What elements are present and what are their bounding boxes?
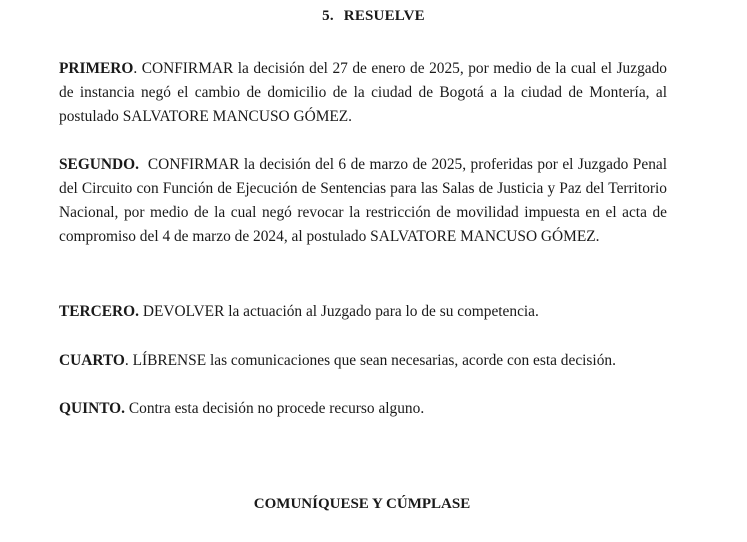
resolution-segundo	[59, 153, 667, 249]
resolution-text: CONFIRMAR la decisión del 6 de marzo de 2025, proferidas por el Juzgado Penal del Circuito con Función de Ejecución de Sentencias para las Salas de Justicia y Paz del Territorio Nacional, por medio de la cual negó revocar la restricción de movilidad impuesta en el acta de compromiso del 4 de marzo de 2024, al postulado SALVATORE MANCUSO GÓMEZ.	[59, 156, 667, 245]
resolution-separator	[139, 156, 148, 173]
resolution-text: LÍBRENSE las comunicaciones que sean necesarias, acorde con esta decisión.	[132, 352, 616, 369]
section-number: 5.	[322, 8, 334, 24]
resolution-label: QUINTO.	[59, 400, 125, 417]
resolution-text: DEVOLVER la actuación al Juzgado para lo de su competencia.	[142, 303, 539, 320]
resolution-text: CONFIRMAR la decisión del 27 de enero de 2025, por medio de la cual el Juzgado de instancia negó el cambio de domicilio de la ciudad de Bogotá a la ciudad de Montería, al postulado SALVATORE MANCUSO GÓMEZ.	[59, 60, 668, 125]
resolution-primero	[59, 57, 667, 129]
resolution-label: TERCERO.	[59, 303, 139, 320]
resolution-quinto	[59, 397, 667, 421]
closing-formula: COMUNÍQUESE Y CÚMPLASE	[253, 496, 471, 512]
resolution-separator: .	[133, 60, 142, 77]
resolution-label: CUARTO	[59, 352, 125, 369]
resolution-text: Contra esta decisión no procede recurso alguno.	[128, 400, 425, 417]
resolution-label: SEGUNDO.	[59, 156, 139, 173]
section-title: RESUELVE	[343, 8, 425, 24]
section-heading	[0, 8, 747, 25]
resolution-tercero	[59, 300, 667, 324]
resolution-cuarto	[59, 349, 667, 373]
resolution-label: PRIMERO	[59, 60, 134, 77]
resolution-separator: .	[124, 352, 133, 369]
